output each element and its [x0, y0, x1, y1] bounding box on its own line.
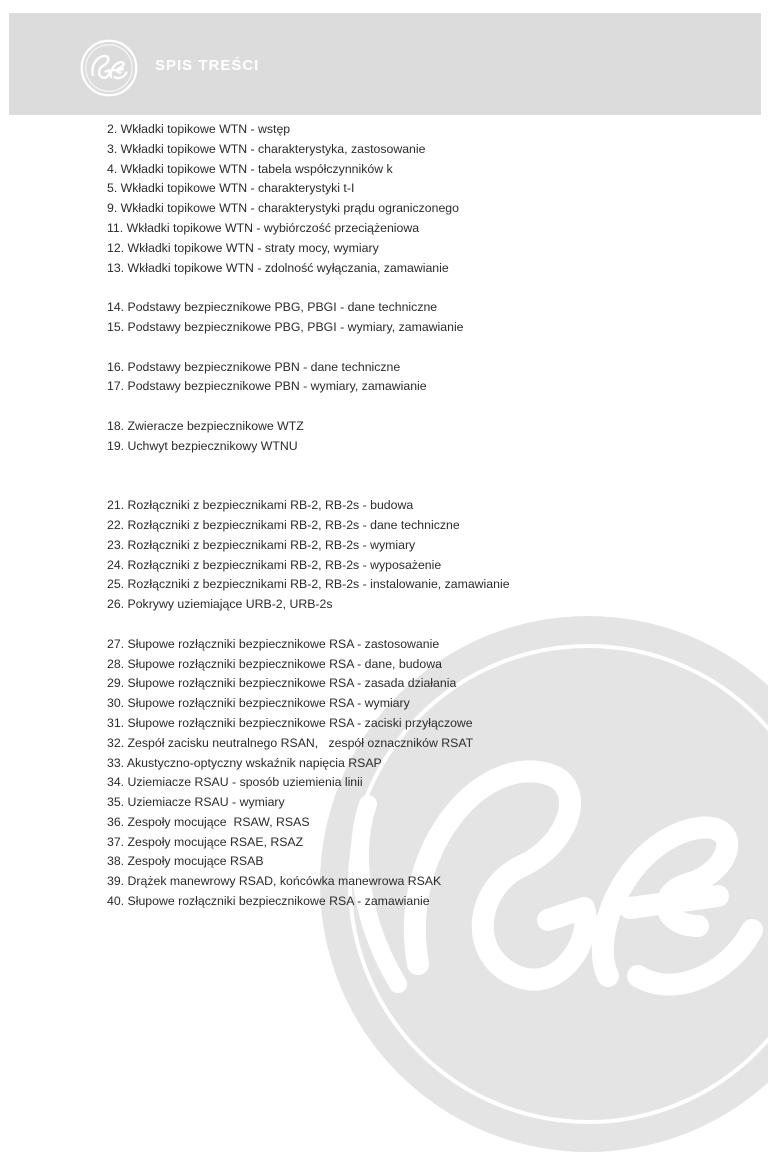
toc-entry: 21. Rozłączniki z bezpiecznikami RB-2, RB-2s - budowa [107, 498, 414, 513]
toc-entry: 18. Zwieracze bezpiecznikowe WTZ [107, 418, 304, 433]
toc-entry: 39. Drążek manewrowy RSAD, końcówka manewrowa RSAK [107, 874, 442, 889]
toc-entry: 30. Słupowe rozłączniki bezpiecznikowe RSA - wymiary [107, 696, 410, 711]
toc-group-rb2-disconnectors [107, 496, 707, 615]
toc-entry: 40. Słupowe rozłączniki bezpiecznikowe RSA - zamawianie [107, 894, 430, 909]
toc-entry: 16. Podstawy bezpiecznikowe PBN - dane techniczne [107, 359, 401, 374]
toc-entry: 35. Uziemiacze RSAU - wymiary [107, 795, 285, 810]
toc-entry: 31. Słupowe rozłączniki bezpiecznikowe RSA - zaciski przyłączowe [107, 715, 473, 730]
ge-monogram-icon [80, 39, 138, 97]
toc-entry: 11. Wkładki topikowe WTN - wybiórczość przeciążeniowa [107, 220, 420, 235]
toc-entry: 9. Wkładki topikowe WTN - charakterystyki prądu ograniczonego [107, 201, 459, 216]
toc-entry: 14. Podstawy bezpiecznikowe PBG, PBGI - dane techniczne [107, 300, 438, 315]
toc-entry: 25. Rozłączniki z bezpiecznikami RB-2, RB-2s - instalowanie, zamawianie [107, 577, 510, 592]
toc-entry: 27. Słupowe rozłączniki bezpiecznikowe RSA - zastosowanie [107, 636, 440, 651]
toc-entry: 33. Akustyczno-optyczny wskaźnik napięcia RSAP [107, 755, 382, 770]
toc-entry: 12. Wkładki topikowe WTN - straty mocy, wymiary [107, 240, 379, 255]
toc-entry: 5. Wkładki topikowe WTN - charakterystyki t-I [107, 181, 355, 196]
toc-entry: 23. Rozłączniki z bezpiecznikami RB-2, RB-2s - wymiary [107, 537, 416, 552]
toc-group-shorting-links [107, 417, 707, 457]
toc-entry: 2. Wkładki topikowe WTN - wstęp [107, 122, 291, 136]
toc-entry: 17. Podstawy bezpiecznikowe PBN - wymiary, zamawianie [107, 379, 427, 394]
toc-entry: 24. Rozłączniki z bezpiecznikami RB-2, RB-2s - wyposażenie [107, 557, 442, 572]
toc-entry: 13. Wkładki topikowe WTN - zdolność wyłączania, zamawianie [107, 260, 449, 275]
toc-entry: 4. Wkładki topikowe WTN - tabela współczynników k [107, 161, 393, 176]
toc-entry: 26. Pokrywy uziemiające URB-2, URB-2s [107, 597, 333, 612]
toc-entry: 37. Zespoły mocujące RSAE, RSAZ [107, 834, 304, 849]
toc-entry: 3. Wkładki topikowe WTN - charakterystyka, zastosowanie [107, 141, 426, 156]
toc-entry: 34. Uziemiacze RSAU - sposób uziemienia linii [107, 775, 363, 790]
toc-entry: 22. Rozłączniki z bezpiecznikami RB-2, RB-2s - dane techniczne [107, 517, 460, 532]
toc-group-pbn-bases [107, 358, 707, 398]
toc-group-fuse-links [107, 120, 707, 278]
page-title: SPIS TREŚCI [155, 57, 260, 74]
toc-entry: 15. Podstawy bezpiecznikowe PBG, PBGI - wymiary, zamawianie [107, 319, 464, 334]
toc-group-rsa-disconnectors [107, 635, 707, 912]
toc-entry: 38. Zespoły mocujące RSAB [107, 854, 264, 869]
table-of-contents [107, 120, 707, 932]
toc-entry: 32. Zespół zacisku neutralnego RSAN, zespół oznaczników RSAT [107, 735, 474, 750]
toc-entry: 36. Zespoły mocujące RSAW, RSAS [107, 814, 310, 829]
toc-entry: 29. Słupowe rozłączniki bezpiecznikowe RSA - zasada działania [107, 676, 457, 691]
toc-entry: 19. Uchwyt bezpiecznikowy WTNU [107, 438, 298, 453]
toc-group-pbg-bases [107, 298, 707, 338]
toc-entry: 28. Słupowe rozłączniki bezpiecznikowe RSA - dane, budowa [107, 656, 442, 671]
